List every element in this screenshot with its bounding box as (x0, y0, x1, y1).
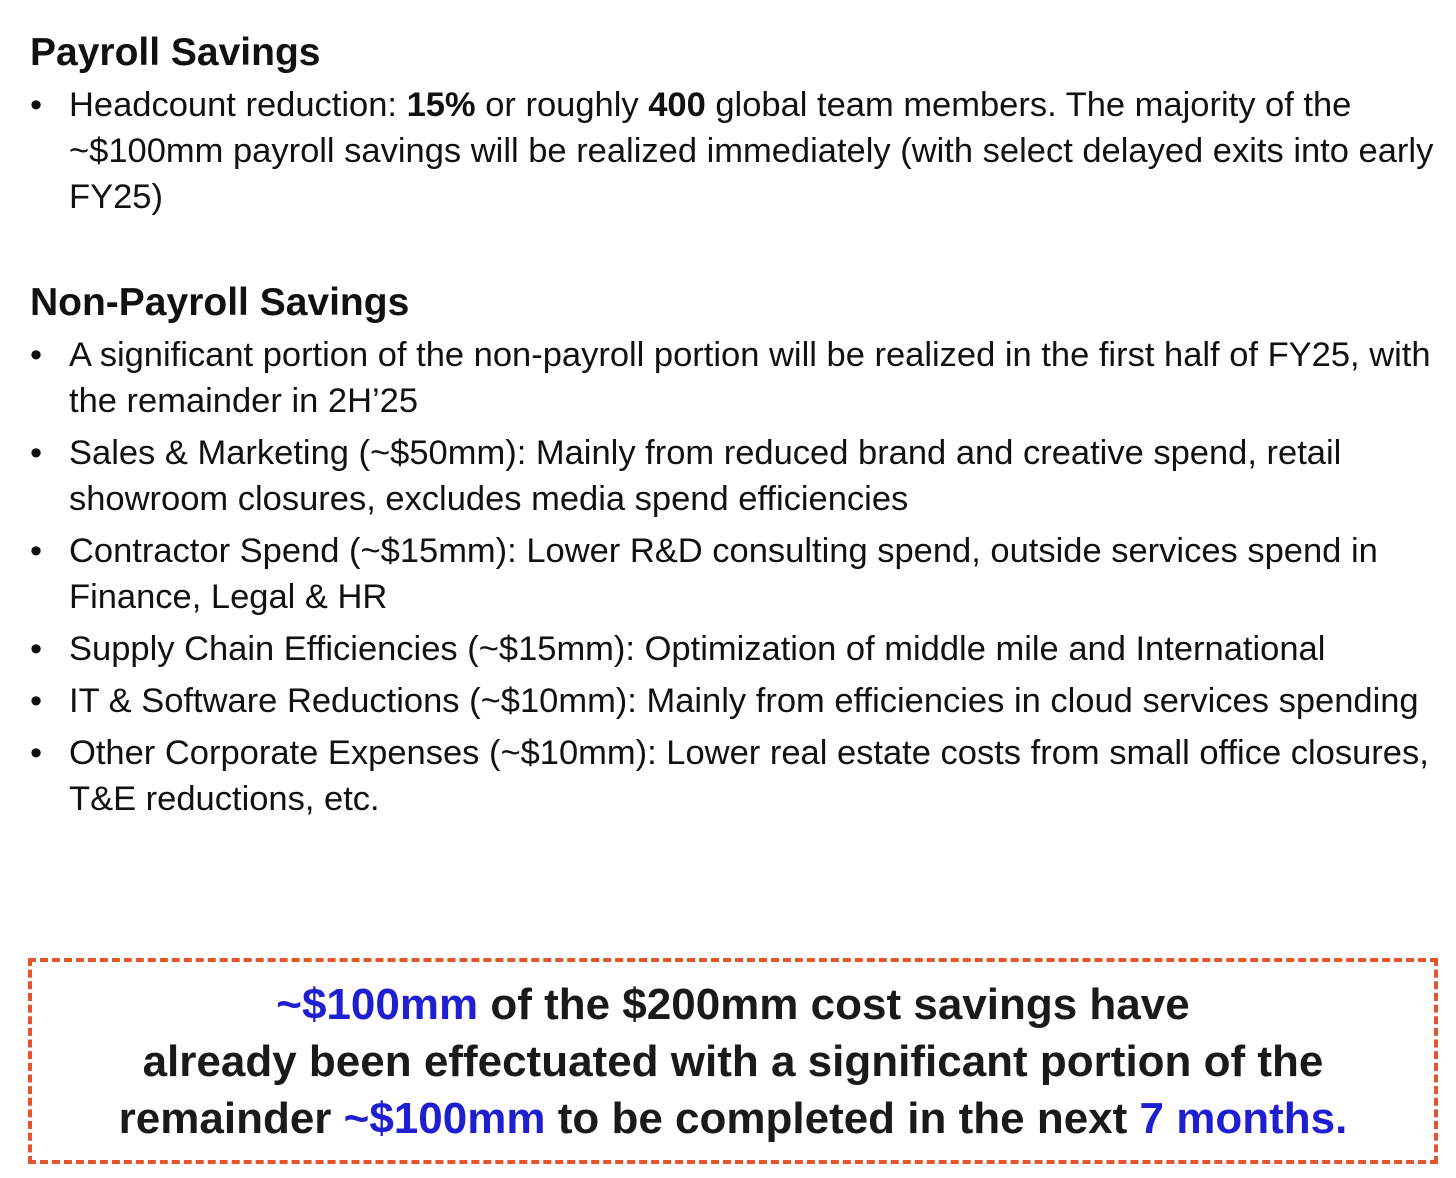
bullet-text: or roughly (475, 86, 649, 124)
non-payroll-savings-heading: Non-Payroll Savings (30, 281, 410, 324)
non-payroll-bullet (30, 678, 1440, 724)
summary-callout-box (28, 958, 1438, 1164)
bullet-glyph: • (30, 86, 43, 124)
callout-text-segment: already been effectuated with a significant portion of the (142, 1036, 1324, 1086)
bullet-glyph: • (30, 630, 43, 668)
payroll-savings-heading: Payroll Savings (30, 31, 321, 74)
non-payroll-bullet (30, 626, 1440, 672)
bullet-text: global team members. The majority of the ~$100mm payroll savings will be realized immediately (with select delayed exits into early FY25) (69, 86, 1434, 216)
bullet-bold-count: 400 (648, 86, 706, 124)
bullet-text: Contractor Spend (~$15mm): Lower R&D consulting spend, outside services spend in Finance, Legal & HR (69, 532, 1378, 616)
bullet-text: A significant portion of the non-payroll portion will be realized in the first half of FY25, with the remainder in 2H’25 (69, 336, 1431, 420)
bullet-glyph: • (30, 336, 43, 374)
payroll-bullet-headcount (30, 82, 1440, 220)
non-payroll-bullet (30, 730, 1440, 822)
non-payroll-savings-section (30, 278, 1440, 828)
bullet-glyph: • (30, 532, 43, 570)
non-payroll-bullet-list (30, 332, 1440, 822)
summary-callout-text (119, 976, 1348, 1147)
bullet-text: Headcount reduction: (69, 86, 407, 124)
non-payroll-bullet (30, 332, 1440, 424)
bullet-text: Other Corporate Expenses (~$10mm): Lower real estate costs from small office closures, T&E reductions, etc. (69, 734, 1429, 818)
bullet-glyph: • (30, 682, 43, 720)
bullet-glyph: • (30, 434, 43, 472)
payroll-bullet-list (30, 82, 1440, 220)
non-payroll-bullet (30, 430, 1440, 522)
bullet-text: Sales & Marketing (~$50mm): Mainly from reduced brand and creative spend, retail showroom closures, excludes media spend efficiencies (69, 434, 1342, 518)
bullet-text: Supply Chain Efficiencies (~$15mm): Optimization of middle mile and International (69, 630, 1326, 668)
payroll-savings-section (30, 28, 1440, 226)
callout-text-segment: of the $200mm cost savings have (478, 979, 1190, 1029)
bullet-text: IT & Software Reductions (~$10mm): Mainly from efficiencies in cloud services spending (69, 682, 1419, 720)
non-payroll-bullet (30, 528, 1440, 620)
callout-text-segment: to be completed in the next (545, 1093, 1140, 1143)
callout-highlight-amount: ~$100mm (343, 1093, 546, 1143)
bullet-bold-percent: 15% (406, 86, 476, 124)
callout-text-segment: remainder (118, 1093, 344, 1143)
callout-highlight-timeframe: 7 months. (1139, 1093, 1348, 1143)
bullet-glyph: • (30, 734, 43, 772)
callout-highlight-amount: ~$100mm (276, 979, 479, 1029)
